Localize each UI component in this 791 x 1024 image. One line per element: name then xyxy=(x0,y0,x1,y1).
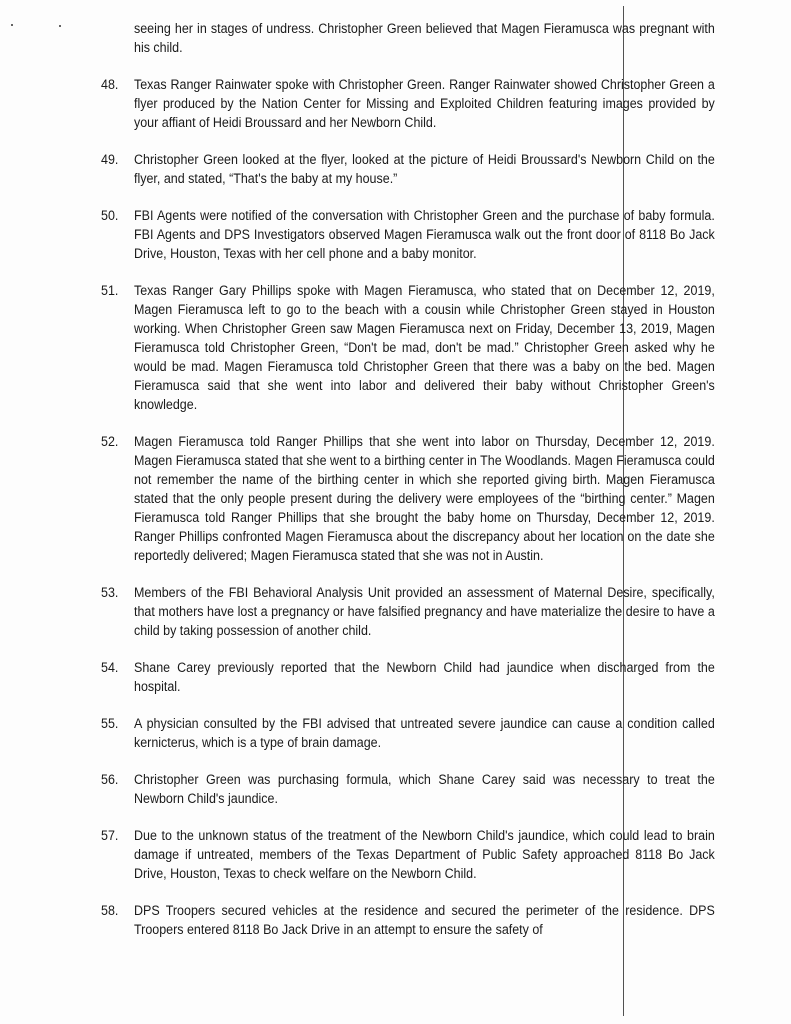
paragraph-text: Christopher Green looked at the flyer, looked at the picture of Heidi Broussard's Newborn Child on the flyer, and stated, “That's the baby at my house.” xyxy=(134,152,715,187)
paragraph-number: 58. xyxy=(101,903,119,919)
paragraph-text: Texas Ranger Gary Phillips spoke with Magen Fieramusca, who stated that on December 12, 2019, Magen Fieramusca left to go to the beach with a cousin while Christopher Green stayed in Houston working. When Christopher Green saw Magen Fieramusca next on Friday, December 13, 2019, Magen Fieramusca told Christopher Green, “Don't be mad, don't be mad.” Christopher Green asked why he would be mad. Magen Fieramusca told Christopher Green that there was a baby on the bed. Magen Fieramusca said that she went into labor and delivered their baby without Christopher Green's knowledge. xyxy=(134,283,715,413)
paragraph-text: DPS Troopers secured vehicles at the residence and secured the perimeter of the residence. DPS Troopers entered 8118 Bo Jack Drive in an attempt to ensure the safety of xyxy=(134,903,715,938)
paragraph-51 xyxy=(101,282,715,415)
paragraph-53 xyxy=(101,584,715,641)
paragraph-text: Members of the FBI Behavioral Analysis Unit provided an assessment of Maternal Desire, specifically, that mothers have lost a pregnancy or have falsified pregnancy and have materialize the desire to have a child by taking possession of another child. xyxy=(134,585,715,639)
paragraph-56 xyxy=(101,771,715,809)
paragraph-number: 51. xyxy=(101,283,119,299)
paragraph-number: 56. xyxy=(101,772,119,788)
paragraph-number: 57. xyxy=(101,828,119,844)
paragraph-text: FBI Agents were notified of the conversation with Christopher Green and the purchase of baby formula. FBI Agents and DPS Investigators observed Magen Fieramusca walk out the front door of 8118 Bo Jack Drive, Houston, Texas with her cell phone and a baby monitor. xyxy=(134,208,715,262)
paragraph-number: 49. xyxy=(101,152,119,168)
paragraph-text: seeing her in stages of undress. Christopher Green believed that Magen Fieramusca was pregnant with his child. xyxy=(134,21,715,56)
continuation-paragraph xyxy=(101,20,715,58)
paragraph-55 xyxy=(101,715,715,753)
scan-speck xyxy=(11,24,13,26)
paragraph-57 xyxy=(101,827,715,884)
paragraph-49 xyxy=(101,151,715,189)
paragraph-50 xyxy=(101,207,715,264)
paragraph-text: Magen Fieramusca told Ranger Phillips that she went into labor on Thursday, December 12, 2019. Magen Fieramusca stated that she went to a birthing center in The Woodlands. Magen Fieramusca could not remember the name of the birthing center in which she reported giving birth. Magen Fieramusca stated that the only people present during the delivery were employees of the “birthing center.” Magen Fieramusca told Ranger Phillips that she brought the baby home on Thursday, December 12, 2019. Ranger Phillips confronted Magen Fieramusca about the discrepancy about her location on the date she reportedly delivered; Magen Fieramusca stated that she was not in Austin. xyxy=(134,434,715,564)
paragraph-number: 50. xyxy=(101,208,119,224)
paragraph-52 xyxy=(101,433,715,566)
paragraph-number: 48. xyxy=(101,77,119,93)
paragraph-number: 53. xyxy=(101,585,119,601)
paragraph-text: A physician consulted by the FBI advised that untreated severe jaundice can cause a condition called kernicterus, which is a type of brain damage. xyxy=(134,716,715,751)
paragraph-text: Due to the unknown status of the treatment of the Newborn Child's jaundice, which could lead to brain damage if untreated, members of the Texas Department of Public Safety approached 8118 Bo Jack Drive, Houston, Texas to check welfare on the Newborn Child. xyxy=(134,828,715,882)
paragraph-text: Texas Ranger Rainwater spoke with Christopher Green. Ranger Rainwater showed Christopher Green a flyer produced by the Nation Center for Missing and Exploited Children featuring images provided by your affiant of Heidi Broussard and her Newborn Child. xyxy=(134,77,715,131)
document-body xyxy=(101,20,715,958)
paragraph-48 xyxy=(101,76,715,133)
paragraph-number: 54. xyxy=(101,660,119,676)
paragraph-58 xyxy=(101,902,715,940)
paragraph-54 xyxy=(101,659,715,697)
paragraph-number: 55. xyxy=(101,716,119,732)
paragraph-text: Shane Carey previously reported that the Newborn Child had jaundice when discharged from the hospital. xyxy=(134,660,715,695)
paragraph-number: 52. xyxy=(101,434,119,450)
paragraph-text: Christopher Green was purchasing formula, which Shane Carey said was necessary to treat the Newborn Child's jaundice. xyxy=(134,772,715,807)
scan-speck xyxy=(59,25,61,27)
